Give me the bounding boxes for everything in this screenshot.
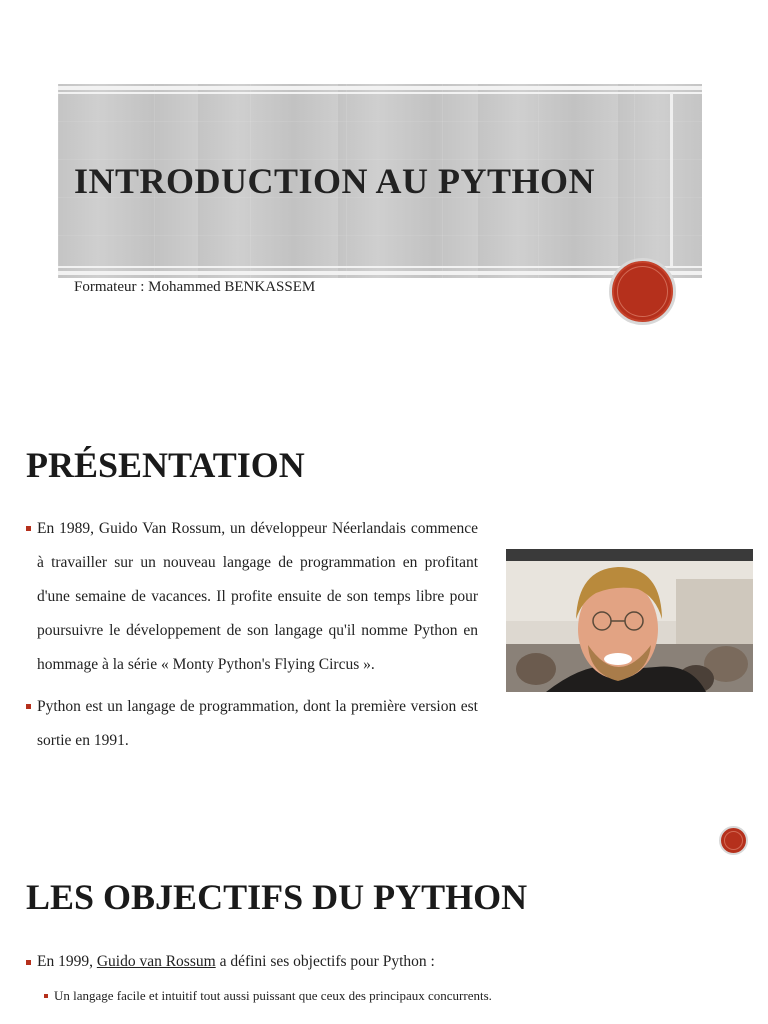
bullet-prefix: En 1999, [37, 953, 97, 970]
square-bullet-icon [26, 960, 31, 965]
list-item [44, 987, 492, 1005]
banner-vertical-rule [670, 92, 673, 266]
objectives-sub-bullet-list [44, 987, 492, 1005]
list-item [26, 512, 478, 682]
slide-title: INTRODUCTION AU PYTHON [74, 161, 596, 201]
guido-van-rossum-photo [506, 549, 753, 692]
decorative-circle-icon [719, 826, 748, 855]
list-item [26, 951, 626, 973]
objectives-heading: LES OBJECTIFS DU PYTHON [26, 877, 528, 917]
bullet-text [37, 951, 626, 973]
banner-top-rule-inner [58, 92, 702, 94]
presentation-heading: PRÉSENTATION [26, 445, 305, 485]
banner-bottom-rule [58, 271, 702, 275]
presentation-bullet-list [26, 512, 478, 758]
square-bullet-icon [26, 704, 31, 709]
objectives-bullet-list [26, 951, 626, 973]
sub-bullet-text: Un langage facile et intuitif tout aussi puissant que ceux des principaux concurrents. [54, 988, 492, 1003]
bullet-suffix: a défini ses objectifs pour Python : [215, 953, 435, 970]
square-bullet-icon [44, 994, 48, 998]
banner-bottom-rule-inner [58, 266, 702, 268]
bullet-text: En 1989, Guido Van Rossum, un développeur Néerlandais commence à travailler sur un nouveau langage de programmation en profitant d'une semaine de vacances. Il profite ensuite de son temps libre pour poursuivre le développement de son langage qu'il nomme Python en hommage à la série « Monty Python's Flying Circus ». [37, 520, 478, 673]
bullet-text: Python est un langage de programmation, dont la première version est sortie en 1991. [37, 698, 478, 749]
banner-top-rule [58, 86, 702, 90]
decorative-circle-icon [609, 258, 676, 325]
title-slide [0, 0, 768, 380]
slide-subtitle: Formateur : Mohammed BENKASSEM [74, 279, 316, 295]
list-item [26, 690, 478, 758]
square-bullet-icon [26, 526, 31, 531]
guido-van-rossum-link[interactable]: Guido van Rossum [96, 953, 216, 970]
